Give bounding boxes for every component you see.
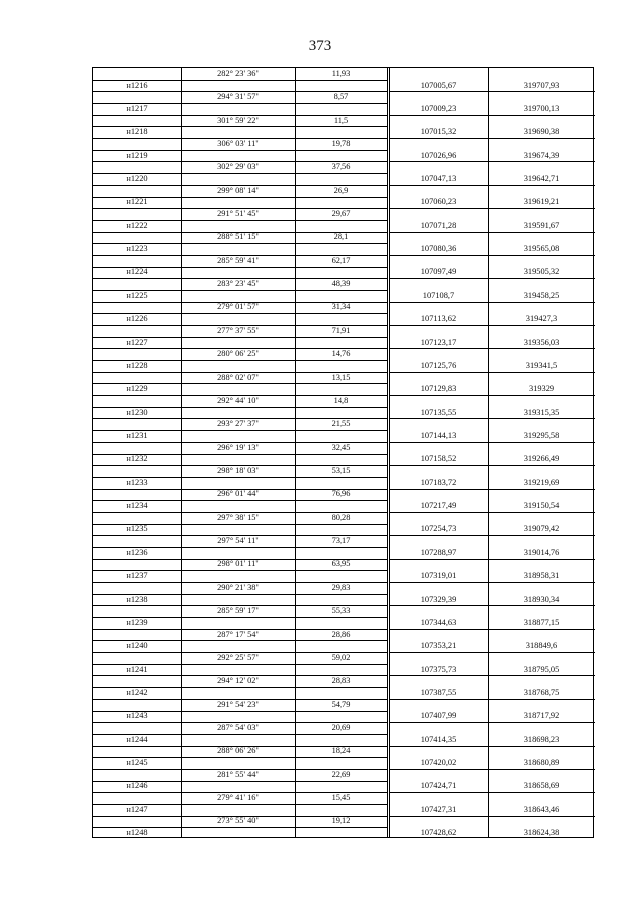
point-x: 107428,62 <box>420 828 457 838</box>
row-divider <box>93 138 388 139</box>
point-y: 319356,03 <box>523 337 560 347</box>
point-name: н1241 <box>126 664 148 674</box>
point-name: н1227 <box>126 337 148 347</box>
row-divider <box>389 442 595 443</box>
row-divider <box>389 348 595 349</box>
point-name: н1221 <box>126 197 148 207</box>
segment-angle: 292° 44' 10" <box>217 395 259 405</box>
row-divider <box>93 781 388 782</box>
row-divider <box>389 138 595 139</box>
segment-angle: 285° 59' 17" <box>217 606 259 616</box>
row-divider <box>93 220 388 221</box>
point-name: н1240 <box>126 641 148 651</box>
point-y: 318877,15 <box>523 617 560 627</box>
point-x: 107113,62 <box>420 314 457 324</box>
row-divider <box>93 290 388 291</box>
row-divider <box>93 430 388 431</box>
row-divider <box>93 746 388 747</box>
point-x: 107060,23 <box>420 197 457 207</box>
segment-length: 13,15 <box>331 372 351 382</box>
point-x: 107420,02 <box>420 758 457 768</box>
row-divider <box>93 489 388 490</box>
point-y: 319295,58 <box>523 430 560 440</box>
row-divider <box>93 232 388 233</box>
row-divider <box>93 243 388 244</box>
point-y: 319329 <box>528 384 555 394</box>
point-x: 107026,96 <box>420 150 457 160</box>
row-divider <box>93 325 388 326</box>
row-divider <box>93 91 388 92</box>
row-divider <box>93 348 388 349</box>
point-y: 318680,89 <box>523 758 560 768</box>
point-x: 107005,67 <box>420 80 457 90</box>
point-y: 318698,23 <box>523 734 560 744</box>
point-y: 319341,5 <box>525 360 558 370</box>
segment-angle: 301° 59' 22" <box>217 115 259 125</box>
point-name: н1237 <box>126 571 148 581</box>
segment-length: 62,17 <box>331 255 351 265</box>
row-divider <box>93 208 388 209</box>
point-name: н1242 <box>126 687 148 697</box>
segment-length: 29,67 <box>331 209 351 219</box>
row-divider <box>93 559 388 560</box>
segment-length: 14,8 <box>333 395 349 405</box>
point-y: 319591,67 <box>523 220 560 230</box>
row-divider <box>93 699 388 700</box>
segment-angle: 294° 31' 57" <box>217 92 259 102</box>
page-number: 373 <box>308 38 332 54</box>
point-x: 107129,83 <box>420 384 457 394</box>
point-x: 107015,32 <box>420 127 457 137</box>
segment-length: 28,83 <box>331 676 351 686</box>
point-y: 318795,05 <box>523 664 560 674</box>
point-y: 318643,46 <box>523 804 560 814</box>
row-divider <box>93 395 388 396</box>
point-y: 319505,32 <box>523 267 560 277</box>
segment-length: 48,39 <box>331 279 351 289</box>
row-divider <box>93 372 388 373</box>
segment-angle: 306° 03' 11" <box>217 138 259 148</box>
row-divider <box>389 675 595 676</box>
point-x: 107217,49 <box>420 501 457 511</box>
row-divider <box>389 395 595 396</box>
point-name: н1234 <box>126 501 148 511</box>
row-divider <box>389 302 595 303</box>
point-name: н1233 <box>126 477 148 487</box>
segment-angle: 298° 01' 11" <box>217 559 259 569</box>
row-divider <box>93 197 388 198</box>
point-x: 107407,99 <box>420 711 457 721</box>
segment-angle: 298° 18' 03" <box>217 466 259 476</box>
point-name: н1223 <box>126 244 148 254</box>
segment-length: 80,28 <box>331 512 351 522</box>
point-y: 318624,38 <box>523 828 560 838</box>
row-divider <box>389 629 595 630</box>
point-y: 319674,39 <box>523 150 560 160</box>
segment-angle: 291° 51' 45" <box>217 209 259 219</box>
point-name: н1246 <box>126 781 148 791</box>
segment-length: 20,69 <box>331 723 351 733</box>
point-name: н1243 <box>126 711 148 721</box>
point-name: н1222 <box>126 220 148 230</box>
segment-angle: 287° 54' 03" <box>217 723 259 733</box>
segment-angle: 280° 06' 25" <box>217 349 259 359</box>
row-divider <box>93 103 388 104</box>
row-divider <box>93 477 388 478</box>
row-divider <box>93 337 388 338</box>
segment-length: 59,02 <box>331 652 351 662</box>
segment-angle: 297° 38' 15" <box>217 512 259 522</box>
point-y: 319219,69 <box>523 477 560 487</box>
row-divider <box>93 80 388 81</box>
segment-length: 21,55 <box>331 419 351 429</box>
point-y: 319150,54 <box>523 501 560 511</box>
segment-angle: 297° 54' 11" <box>217 536 259 546</box>
row-divider <box>389 816 595 817</box>
point-y: 319266,49 <box>523 454 560 464</box>
segment-angle: 288° 02' 07" <box>217 372 259 382</box>
row-divider <box>93 664 388 665</box>
segment-angle: 279° 01' 57" <box>217 302 259 312</box>
segment-angle: 281° 55' 44" <box>217 769 259 779</box>
point-name: н1236 <box>126 547 148 557</box>
segment-angle: 293° 27' 37" <box>217 419 259 429</box>
point-x: 107123,17 <box>420 337 457 347</box>
segment-length: 15,45 <box>331 793 351 803</box>
row-divider <box>93 126 388 127</box>
point-name: н1218 <box>126 127 148 137</box>
row-divider <box>389 208 595 209</box>
point-x: 107047,13 <box>420 173 457 183</box>
row-divider <box>389 652 595 653</box>
row-divider <box>389 278 595 279</box>
point-name: н1216 <box>126 80 148 90</box>
row-divider <box>389 489 595 490</box>
row-divider <box>389 325 595 326</box>
row-divider <box>93 605 388 606</box>
row-divider <box>389 372 595 373</box>
point-name: н1229 <box>126 384 148 394</box>
segment-angle: 290° 21' 38" <box>217 582 259 592</box>
segment-length: 73,17 <box>331 536 351 546</box>
row-divider <box>93 407 388 408</box>
segment-length: 14,76 <box>331 349 351 359</box>
row-divider <box>93 769 388 770</box>
point-name: н1247 <box>126 804 148 814</box>
row-divider <box>389 185 595 186</box>
point-x: 107387,55 <box>420 687 457 697</box>
row-divider <box>93 535 388 536</box>
row-divider <box>93 711 388 712</box>
point-name: н1228 <box>126 360 148 370</box>
row-divider <box>93 757 388 758</box>
segment-angle: 296° 19' 13" <box>217 442 259 452</box>
segment-angle: 273° 55' 40" <box>217 816 259 826</box>
segment-length: 28,1 <box>333 232 349 242</box>
point-y: 319014,76 <box>523 547 560 557</box>
point-x: 107254,73 <box>420 524 457 534</box>
coordinates-table <box>92 67 594 838</box>
row-divider <box>93 827 388 828</box>
point-x: 107344,63 <box>420 617 457 627</box>
row-divider <box>93 512 388 513</box>
point-name: н1217 <box>126 103 148 113</box>
segment-length: 53,15 <box>331 466 351 476</box>
row-divider <box>93 383 388 384</box>
point-x: 107353,21 <box>420 641 457 651</box>
segment-angle: 296° 01' 44" <box>217 489 259 499</box>
point-x: 107424,71 <box>420 781 457 791</box>
row-divider <box>93 687 388 688</box>
row-divider <box>389 605 595 606</box>
row-divider <box>93 418 388 419</box>
row-divider <box>93 115 388 116</box>
point-x: 107414,35 <box>420 734 457 744</box>
row-divider <box>93 161 388 162</box>
segment-length: 55,33 <box>331 606 351 616</box>
row-divider <box>93 547 388 548</box>
point-y: 319458,25 <box>523 290 560 300</box>
segment-angle: 292° 25' 57" <box>217 652 259 662</box>
point-x: 107319,01 <box>420 571 457 581</box>
point-y: 319619,21 <box>523 197 560 207</box>
row-divider <box>389 535 595 536</box>
segment-angle: 279° 41' 16" <box>217 793 259 803</box>
segment-angle: 283° 23' 45" <box>217 279 259 289</box>
row-divider <box>93 442 388 443</box>
row-divider <box>93 570 388 571</box>
row-divider <box>93 617 388 618</box>
point-name: н1219 <box>126 150 148 160</box>
point-name: н1248 <box>126 828 148 838</box>
row-divider <box>93 629 388 630</box>
segment-length: 19,78 <box>331 138 351 148</box>
point-x: 107288,97 <box>420 547 457 557</box>
segment-angle: 291° 54' 23" <box>217 699 259 709</box>
row-divider <box>93 582 388 583</box>
point-y: 319079,42 <box>523 524 560 534</box>
row-divider <box>93 454 388 455</box>
point-y: 319690,38 <box>523 127 560 137</box>
row-divider <box>93 652 388 653</box>
point-x: 107158,52 <box>420 454 457 464</box>
point-y: 318717,92 <box>523 711 560 721</box>
point-y: 318768,75 <box>523 687 560 697</box>
point-x: 107183,72 <box>420 477 457 487</box>
segment-length: 11,5 <box>333 115 349 125</box>
row-divider <box>93 675 388 676</box>
point-x: 107144,13 <box>420 430 457 440</box>
point-name: н1245 <box>126 758 148 768</box>
segment-length: 31,34 <box>331 302 351 312</box>
point-name: н1225 <box>126 290 148 300</box>
row-divider <box>93 267 388 268</box>
row-divider <box>389 746 595 747</box>
segment-angle: 277° 37' 55" <box>217 325 259 335</box>
point-name: н1231 <box>126 430 148 440</box>
point-y: 319707,93 <box>523 80 560 90</box>
row-divider <box>389 115 595 116</box>
point-x: 107097,49 <box>420 267 457 277</box>
point-x: 107009,23 <box>420 103 457 113</box>
point-name: н1235 <box>126 524 148 534</box>
segment-angle: 288° 06' 26" <box>217 746 259 756</box>
segment-length: 54,79 <box>331 699 351 709</box>
segment-length: 63,95 <box>331 559 351 569</box>
row-divider <box>389 722 595 723</box>
point-y: 318849,6 <box>525 641 558 651</box>
point-x: 107375,73 <box>420 664 457 674</box>
point-x: 107427,31 <box>420 804 457 814</box>
segment-length: 71,91 <box>331 325 351 335</box>
segment-length: 29,83 <box>331 582 351 592</box>
row-divider <box>389 91 595 92</box>
row-divider <box>389 769 595 770</box>
row-divider <box>389 582 595 583</box>
row-divider <box>389 161 595 162</box>
point-x: 107080,36 <box>420 244 457 254</box>
row-divider <box>389 792 595 793</box>
segment-angle: 294° 12' 02" <box>217 676 259 686</box>
point-name: н1220 <box>126 173 148 183</box>
segment-length: 19,12 <box>331 816 351 826</box>
segment-length: 28,86 <box>331 629 351 639</box>
row-divider <box>93 792 388 793</box>
row-divider <box>93 734 388 735</box>
row-divider <box>93 185 388 186</box>
row-divider <box>93 313 388 314</box>
point-x: 107135,55 <box>420 407 457 417</box>
row-divider <box>93 500 388 501</box>
segment-angle: 282° 23' 36" <box>217 68 259 78</box>
point-name: н1239 <box>126 617 148 627</box>
segment-angle: 287° 17' 54" <box>217 629 259 639</box>
point-y: 319565,08 <box>523 244 560 254</box>
point-y: 319642,71 <box>523 173 560 183</box>
segment-length: 18,24 <box>331 746 351 756</box>
point-name: н1224 <box>126 267 148 277</box>
row-divider <box>93 360 388 361</box>
point-y: 318658,69 <box>523 781 560 791</box>
point-name: н1238 <box>126 594 148 604</box>
point-x: 107329,39 <box>420 594 457 604</box>
segment-length: 8,57 <box>333 92 349 102</box>
segment-angle: 302° 29' 03" <box>217 162 259 172</box>
row-divider <box>389 232 595 233</box>
segment-length: 32,45 <box>331 442 351 452</box>
segment-length: 76,96 <box>331 489 351 499</box>
row-divider <box>93 524 388 525</box>
segment-angle: 288° 51' 15" <box>217 232 259 242</box>
row-divider <box>93 804 388 805</box>
point-y: 319315,35 <box>523 407 560 417</box>
point-x: 107108,7 <box>422 290 455 300</box>
row-divider <box>93 465 388 466</box>
point-name: н1244 <box>126 734 148 744</box>
point-x: 107125,76 <box>420 360 457 370</box>
row-divider <box>389 465 595 466</box>
row-divider <box>389 418 595 419</box>
segment-angle: 285° 59' 41" <box>217 255 259 265</box>
row-divider <box>93 594 388 595</box>
row-divider <box>93 278 388 279</box>
point-y: 319700,13 <box>523 103 560 113</box>
point-x: 107071,28 <box>420 220 457 230</box>
row-divider <box>93 722 388 723</box>
row-divider <box>389 255 595 256</box>
row-divider <box>93 302 388 303</box>
segment-angle: 299° 08' 14" <box>217 185 259 195</box>
point-name: н1230 <box>126 407 148 417</box>
row-divider <box>93 255 388 256</box>
row-divider <box>93 173 388 174</box>
segment-length: 37,56 <box>331 162 351 172</box>
segment-length: 26,9 <box>333 185 349 195</box>
point-y: 319427,3 <box>525 314 558 324</box>
point-y: 318958,31 <box>523 571 560 581</box>
row-divider <box>389 699 595 700</box>
row-divider <box>389 559 595 560</box>
row-divider <box>389 512 595 513</box>
row-divider <box>93 816 388 817</box>
row-divider <box>93 150 388 151</box>
point-y: 318930,34 <box>523 594 560 604</box>
point-name: н1226 <box>126 314 148 324</box>
row-divider <box>93 640 388 641</box>
segment-length: 11,93 <box>331 68 351 78</box>
point-name: н1232 <box>126 454 148 464</box>
segment-length: 22,69 <box>331 769 351 779</box>
